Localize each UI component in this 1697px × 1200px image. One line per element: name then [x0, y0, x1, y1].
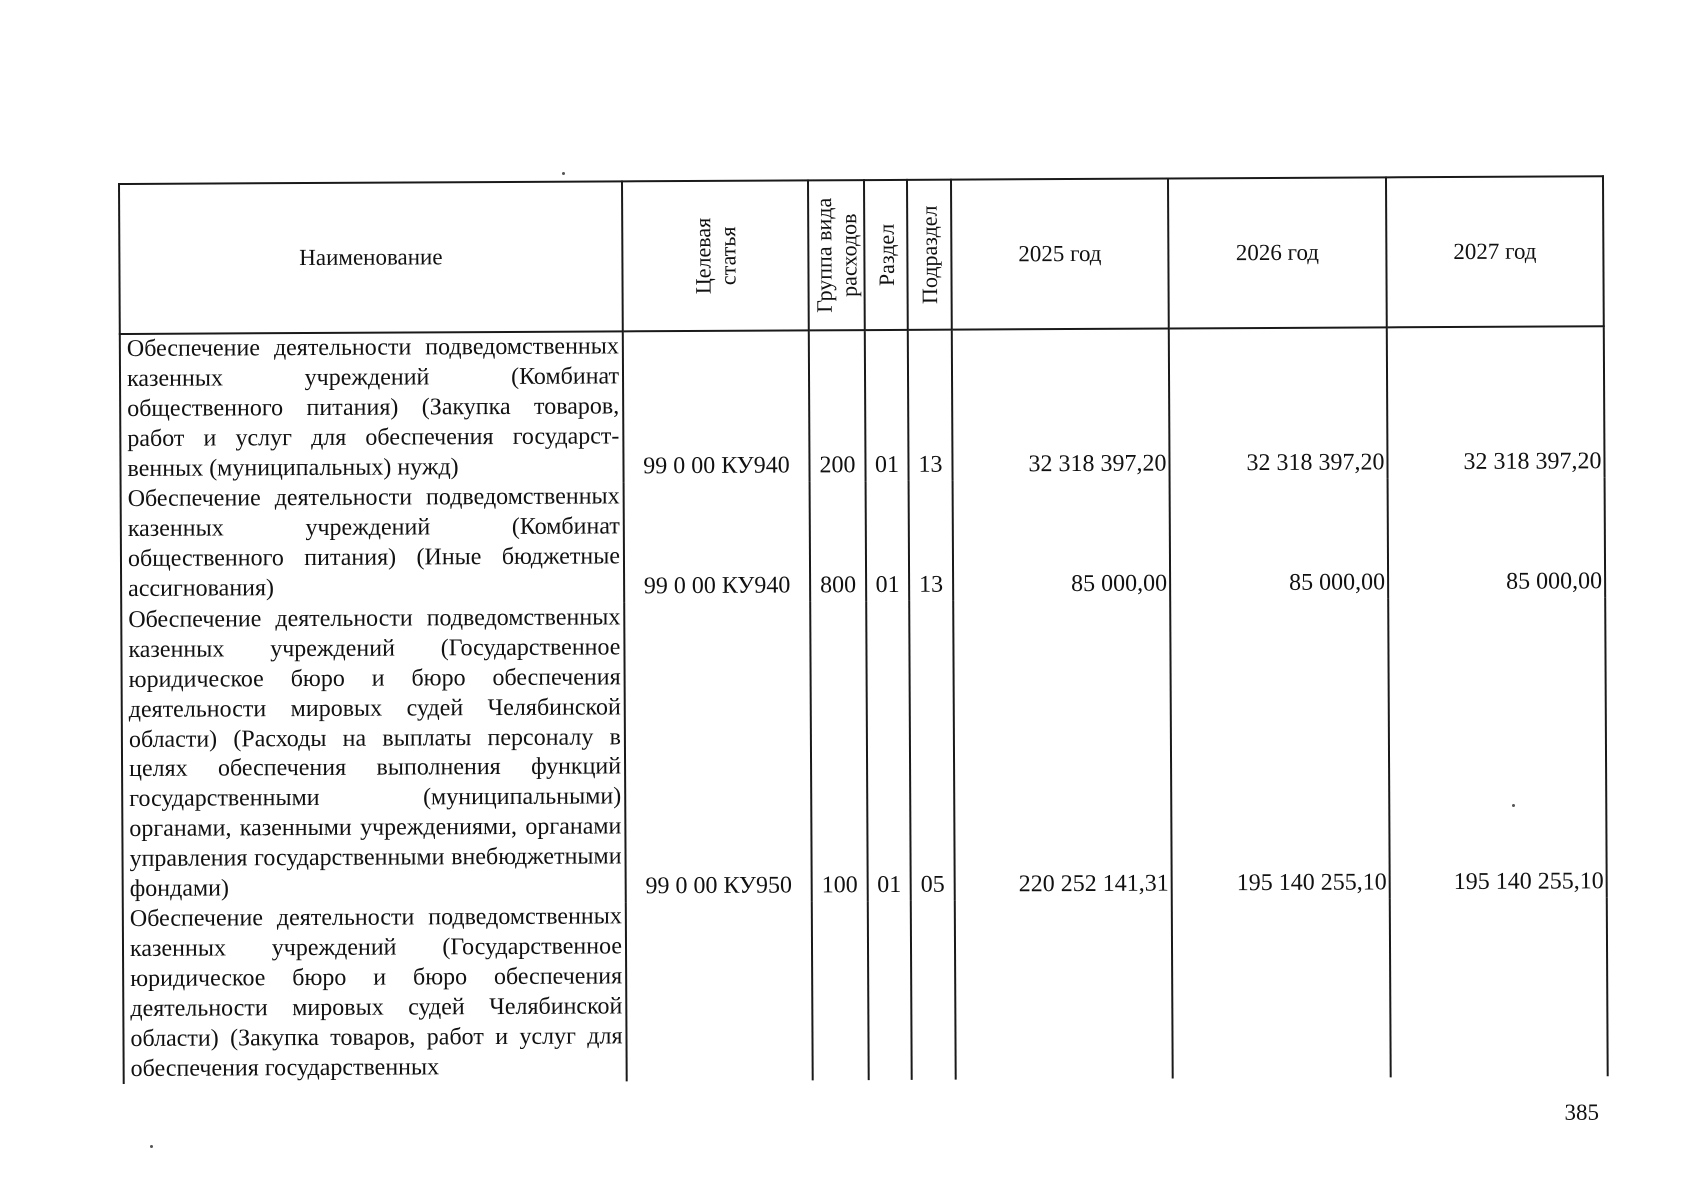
row-subsection: 05: [909, 601, 955, 901]
row-section: 01: [866, 481, 910, 601]
header-expense-group-line1: Группа вида: [811, 197, 837, 313]
header-expense-group: [808, 180, 865, 330]
row-expense-group: 100: [810, 601, 868, 901]
table-header-row: [119, 176, 1604, 334]
header-expense-group-line2: расходов: [836, 213, 862, 297]
row-amount-2027: [1390, 897, 1608, 1078]
row-amount-2025: 220 252 141,31: [953, 599, 1172, 900]
header-year-2026: 2026 год: [1168, 177, 1387, 328]
scan-speck: [150, 1145, 153, 1148]
row-amount-2026: 32 318 397,20: [1169, 327, 1388, 479]
scan-speck: [562, 172, 565, 175]
row-expense-group: [812, 901, 869, 1081]
row-amount-2026: [1172, 898, 1391, 1079]
header-target-article-line1: Целевая: [690, 217, 716, 295]
row-expense-group: 800: [810, 481, 867, 601]
row-amount-2026: 85 000,00: [1170, 478, 1389, 599]
row-name: Обеспечение деятельности подведомственных казенных учреждений (Комбинат общественного питания) (Закупка товаров, работ и услуг для обеспечения государственных (муниципальных) нужд): [120, 331, 624, 485]
header-target-article: [622, 180, 809, 331]
row-name: Обеспечение деятельности подведомственных казенных учреждений (Комбинат общественного питания) (Иные бюджетные ассигнования): [121, 482, 625, 605]
row-amount-2025: 32 318 397,20: [952, 329, 1170, 481]
row-amount-2027: 85 000,00: [1388, 477, 1606, 598]
row-amount-2026: 195 140 255,10: [1170, 598, 1390, 899]
document-page: [118, 175, 1607, 1082]
header-year-2025: 2025 год: [951, 179, 1169, 330]
row-section: 01: [865, 330, 909, 481]
header-subsection-label: Подраздел: [916, 205, 943, 305]
row-subsection: [911, 901, 956, 1081]
budget-table: [118, 175, 1609, 1084]
header-subsection: [907, 180, 952, 330]
row-target-article: 99 0 00 КУ940: [624, 481, 811, 602]
table-row: [121, 597, 1607, 905]
row-expense-group: 200: [809, 330, 866, 481]
row-name: Обеспечение деятельности подведомственных казенных учреждений (Государственное юридическое бюро и бюро обеспечения деятельности мировых судей Челябинской области) (Расходы на выплаты персоналу в целях обеспечения выполнения функций государственными (муниципальными) органами, казенными учреждениями, органами управления государственными внебюджетными фондами): [121, 602, 626, 905]
header-year-2027: 2027 год: [1386, 176, 1604, 327]
row-amount-2025: 85 000,00: [953, 479, 1171, 600]
row-target-article: 99 0 00 КУ950: [624, 601, 812, 902]
table-row: [123, 897, 1608, 1084]
row-subsection: 13: [908, 330, 953, 481]
row-target-article: [626, 901, 813, 1081]
row-amount-2027: 195 140 255,10: [1388, 597, 1607, 898]
header-section-label: Раздел: [873, 223, 899, 287]
page-number: 385: [1564, 1100, 1599, 1125]
header-section: [864, 180, 908, 330]
row-amount-2027: 32 318 397,20: [1387, 326, 1605, 478]
row-section: [868, 901, 912, 1081]
row-amount-2025: [955, 899, 1173, 1080]
table-row: [120, 326, 1605, 485]
header-name: Наименование: [119, 181, 623, 334]
row-subsection: 13: [909, 481, 954, 601]
row-name: Обеспечение деятельности подведомственных казенных учреждений (Государственное юридическое бюро и бюро обеспечения деятельности мировых судей Челябинской области) (Закупка товаров, работ и услуг для обеспечения государственных: [123, 902, 627, 1084]
header-target-article-line2: статья: [715, 226, 741, 286]
table-row: [121, 477, 1606, 605]
row-target-article: 99 0 00 КУ940: [623, 330, 810, 482]
scan-speck: [1512, 804, 1515, 807]
row-section: 01: [866, 601, 911, 901]
